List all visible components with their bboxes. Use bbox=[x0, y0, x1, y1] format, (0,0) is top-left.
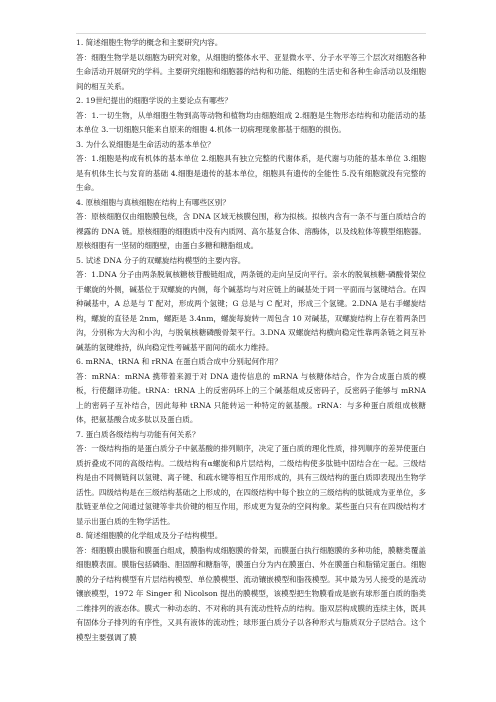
answer-1: 答：细胞生物学是以细胞为研究对象，从细胞的整体水平、亚显微水平、分子水平等三个层次对细胞各种生命活动开展研究的学科。主要研究细胞和细胞器的结构和功能、细胞的生活史和各种生命活动以及细胞间的相互关系。 bbox=[76, 52, 426, 91]
question-5: 5. 试述 DNA 分子的双螺旋结构模型的主要内容。 bbox=[76, 255, 246, 265]
question-4: 4. 原核细胞与真核细胞在结构上有哪些区别？ bbox=[76, 197, 230, 207]
answer-6: 答：mRNA：mRNA 携带着来源于对 DNA 遗传信息的 mRNA 与核糖体结合，作为合成蛋白质的模板，行使翻译功能。tRNA：tRNA 上的反密码环上的三个碱基组成反密码子，反密码子能够与 mRNA 上的密码子互补结合，因此每种 tRNA 只能转运一种特定的氨基酸。rRNA：与多种蛋白质组成核糖体，把氨基酸合成多肽以及蛋白质。 bbox=[76, 371, 426, 424]
question-7: 7. 蛋白质各级结构与功能有何关系？ bbox=[76, 429, 200, 439]
answer-8: 答：细胞膜由膜脂和膜蛋白组成，膜脂构成细胞膜的骨架，而膜蛋白执行细胞膜的多种功能，膜糖类覆盖细胞膜表面。膜脂包括磷脂、胆固醇和糖脂等，膜蛋白分为内在膜蛋白、外在膜蛋白和脂锚定蛋白。细胞膜的分子结构模型有片层结构模型、单位膜模型、流动镶嵌模型和脂筏模型。其中最为另人接受的是流动镶嵌模型，1972 年 Singer 和 Nicolson 提出的膜模型，该模型把生物膜看成是嵌有球形蛋白质的脂类二维排列的液态体。膜式一种动态的、不对称的具有流动性特点的结构。脂双层构成膜的连续主体，既具有固体分子排列的有序性，又具有液体的流动性；球形蛋白质分子以各种形式与脂质双分子层结合。这个模型主要强调了膜 bbox=[76, 545, 426, 642]
question-3: 3. 为什么说细胞是生命活动的基本单位？ bbox=[76, 139, 215, 149]
answer-2: 答：1.一切生物，从单细胞生物到高等动物和植物均由细胞组成 2.细胞是生物形态结构和功能活动的基本单位 3.一切细胞只能来自原来的细胞 4.机体一切病理现象都基于细胞的损伤。 bbox=[76, 110, 426, 134]
question-1: 1. 简述细胞生物学的概念和主要研究内容。 bbox=[76, 38, 223, 47]
answer-7: 答：一级结构指的是蛋白质分子中氨基酸的排列顺序，决定了蛋白质的理化性质，排列顺序的差异使蛋白质折叠成不同的高级结构。二级结构有α螺旋和β片层结构，二级结构使多肽链中固结合在一起。三级结构是由不同侧链间以氢键、离子键、和疏水键等相互作用形成的，具有三级结构的蛋白质即表现出生物学活性。四级结构是在三级结构基础之上形成的，在四级结构中每个独立的三级结构的肽链成为亚单位，多肽链亚单位之间通过氢键等非共价键的相互作用，形成更为复杂的空间构象。某些蛋白只有在四级结构才显示出蛋白质的生物学活性。 bbox=[76, 444, 426, 526]
question-6: 6. mRNA、tRNA 和 rRNA 在蛋白质合成中分别起何作用？ bbox=[76, 357, 282, 366]
answer-4: 答：原核细胞仅由细胞膜包绕，含 DNA 区域无核膜包围，称为拟核。拟核内含有一条不与蛋白质结合的裸露的 DNA 链。原核细胞的细胞质中没有内质网、高尔基复合体、溶酶体，以及线粒体等膜型细胞器。原核细胞有一坚韧的细胞壁，由蛋白多糖和糖脂组成。 bbox=[76, 212, 426, 250]
answer-3: 答：1.细胞是构成有机体的基本单位 2.细胞具有独立完整的代谢体系，是代谢与功能的基本单位 3.细胞是有机体生长与发育的基础 4.细胞是遗传的基本单位，细胞具有遗传的全能性 5.没有细胞就没有完整的生命。 bbox=[76, 154, 426, 192]
question-2: 2. 19世纪提出的细胞学说的主要论点有哪些？ bbox=[76, 96, 233, 105]
answer-5: 答：1.DNA 分子由两条脱氧核糖核苷酸链组成，两条链的走向呈反向平行。亲水的脱氧核糖-磷酸骨架位于螺旋的外侧，碱基位于双螺旋的内侧，每个碱基均与对应链上的碱基处于同一平面而与氢键结合。在四种碱基中，A 总是与 T 配对，形成两个氢键；G 总是与 C 配对，形成三个氢键。2.DNA 是右手螺旋结构，螺旋的直径是 2nm，螺距是 3.4nm，螺旋每旋转一周包含 10 对碱基，双螺旋结构上存在着两条凹沟，分别称为大沟和小沟，与脱氧核糖磷酸骨架平行。3.DNA 双螺旋结构横向稳定性靠两条链之间互补碱基的氢键维持，纵向稳定性考碱基平面间的疏水力维持。 bbox=[76, 270, 426, 352]
page-top-rule bbox=[76, 33, 426, 34]
document-body bbox=[76, 36, 426, 645]
question-8: 8. 简述细胞膜的化学组成及分子结构模型。 bbox=[76, 531, 223, 540]
